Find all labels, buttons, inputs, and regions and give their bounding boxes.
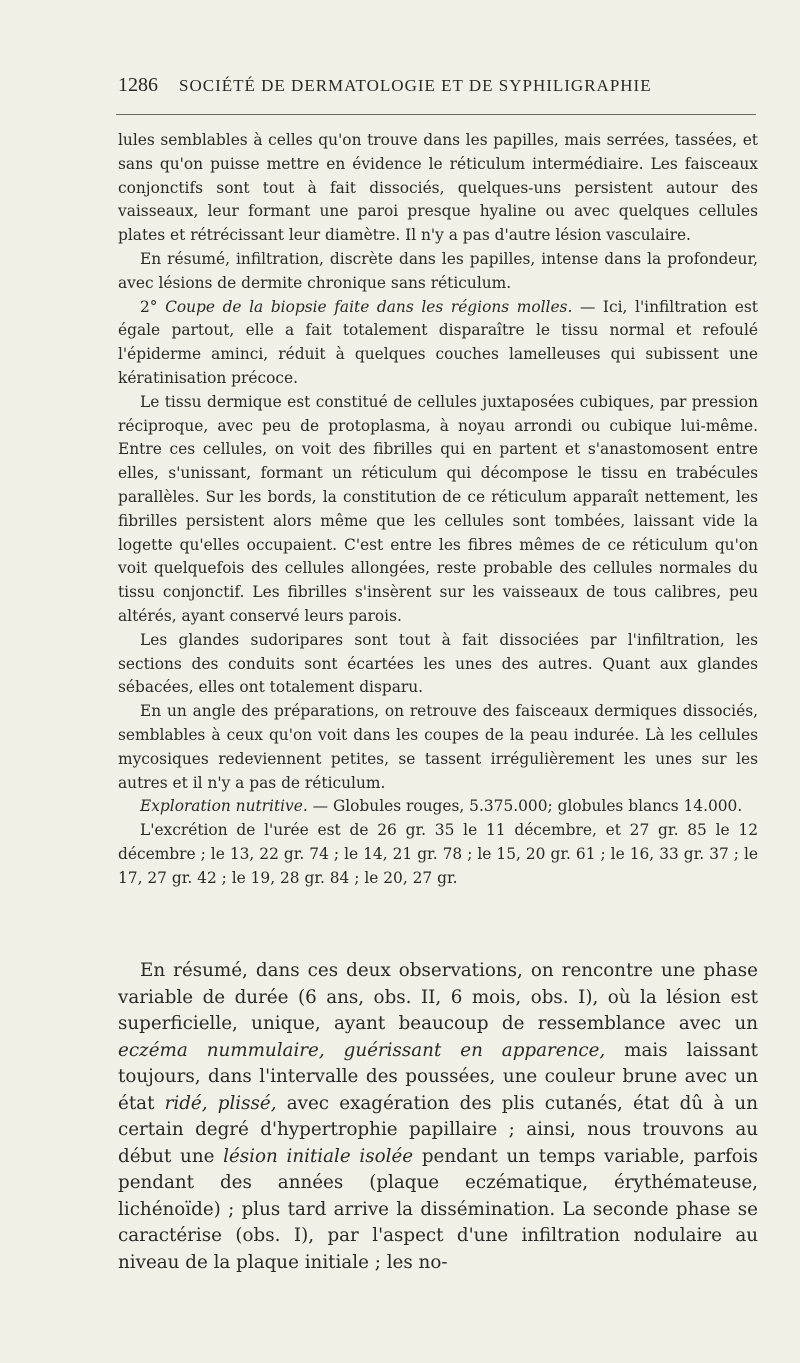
paragraph-text: — Ici, l'infiltration est égale partout, elle a fait totalement disparaître le tissu normal et refoulé l'épiderme aminci, réduit à quelques couches lamelleuses qui subissent une kératinisation précoce. xyxy=(118,297,758,387)
paragraph-text: — Globules rouges, 5.375.000; globules blancs 14.000. xyxy=(307,797,743,816)
paragraph-lead: 2° xyxy=(140,297,166,316)
page-number: 1286 xyxy=(118,74,158,96)
section-heading: Coupe de la biopsie faite dans les régions molles. xyxy=(165,297,573,316)
summary-paragraph xyxy=(118,958,758,1276)
paragraph: L'excrétion de l'urée est de 26 gr. 35 le 11 décembre, et 27 gr. 85 le 12 décembre ; le 13, 22 gr. 74 ; le 14, 21 gr. 78 ; le 15, 20 gr. 61 ; le 16, 33 gr. 37 ; le 17, 27 gr. 42 ; le 19, 28 gr. 84 ; le 20, 27 gr. xyxy=(118,821,758,887)
paragraph: lules semblables à celles qu'on trouve dans les papilles, mais serrées, tassées, et sans qu'on puisse mettre en évidence le réticulum intermédiaire. Les faisceaux conjonctifs sont tout à fait dissociés, quelques-uns persistent autour des vaisseaux, leur formant une paroi presque hyaline ou avec quelques cellules plates et rétrécissant leur diamètre. Il n'y a pas d'autre lésion vasculaire. xyxy=(118,131,758,245)
running-title: SOCIÉTÉ DE DERMATOLOGIE ET DE SYPHILIGRAPHIE xyxy=(179,76,652,95)
text-run: mais laissant toujours, dans l'intervalle des poussées, une couleur brune avec un état xyxy=(118,1039,758,1114)
body-small-print xyxy=(118,129,758,891)
paragraph xyxy=(118,296,758,391)
italic-run: lésion initiale isolée xyxy=(223,1145,414,1167)
header-rule xyxy=(116,114,756,115)
paragraph xyxy=(118,795,758,819)
paragraph: En résumé, infiltration, discrète dans les papilles, intense dans la profondeur, avec lésions de dermite chronique sans réticulum. xyxy=(118,249,758,292)
italic-run: eczéma nummulaire, guérissant en apparence, xyxy=(118,1039,606,1061)
paragraph: Les glandes sudoripares sont tout à fait dissociées par l'infiltration, les sections des conduits sont écartées les unes des autres. Quant aux glandes sébacées, elles ont totalement disparu. xyxy=(118,630,758,697)
paragraph: Le tissu dermique est constitué de cellules juxtaposées cubiques, par pression réciproque, avec peu de protoplasma, à noyau arrondi ou cubique lui-même. Entre ces cellules, on voit des fibrilles qui en partent et s'anastomosent entre elles, s'unissant, formant un réticulum qui décompose le tissu en trabécules parallèles. Sur les bords, la constitution de ce réticulum apparaît nettement, les fibrilles persistent alors même que les cellules sont tombées, laissant vide la logette qu'elles occupaient. C'est entre les fibres mêmes de ce réticulum qu'on voit quelquefois des cellules allongées, reste probable des cellules normales du tissu conjonctif. Les fibrilles s'insèrent sur les vaisseaux de tous calibres, peu altérés, ayant conservé leurs parois. xyxy=(118,392,758,625)
italic-run: ridé, plissé, xyxy=(164,1092,277,1114)
paragraph: En un angle des préparations, on retrouve des faisceaux dermiques dissociés, semblables à ceux qu'on voit dans les coupes de la peau indurée. Là les cellules mycosiques redeviennent petites, se tassent irrégulièrement les unes sur les autres et il n'y a pas de réticulum. xyxy=(118,702,758,792)
text-run: En résumé, dans ces deux observations, on rencontre une phase variable de durée (6 ans, obs. II, 6 mois, obs. I), où la lésion est superficielle, unique, ayant beaucoup de ressemblance avec un xyxy=(118,960,758,1034)
text-run: avec exagération des plis cutanés, état dû à un certain degré d'hypertrophie papillaire ; ainsi, nous trouvons au début une xyxy=(118,1092,758,1167)
running-header xyxy=(118,74,758,97)
body-large-print xyxy=(118,958,758,1276)
text-run: pendant un temps variable, parfois pendant des années (plaque eczématique, érythémateuse, lichénoïde) ; plus tard arrive la dissémination. La seconde phase se caractérise (obs. I), par l'aspect d'une infiltration nodulaire au niveau de la plaque initiale ; les no- xyxy=(118,1145,758,1273)
section-heading: Exploration nutritive. xyxy=(140,797,308,816)
